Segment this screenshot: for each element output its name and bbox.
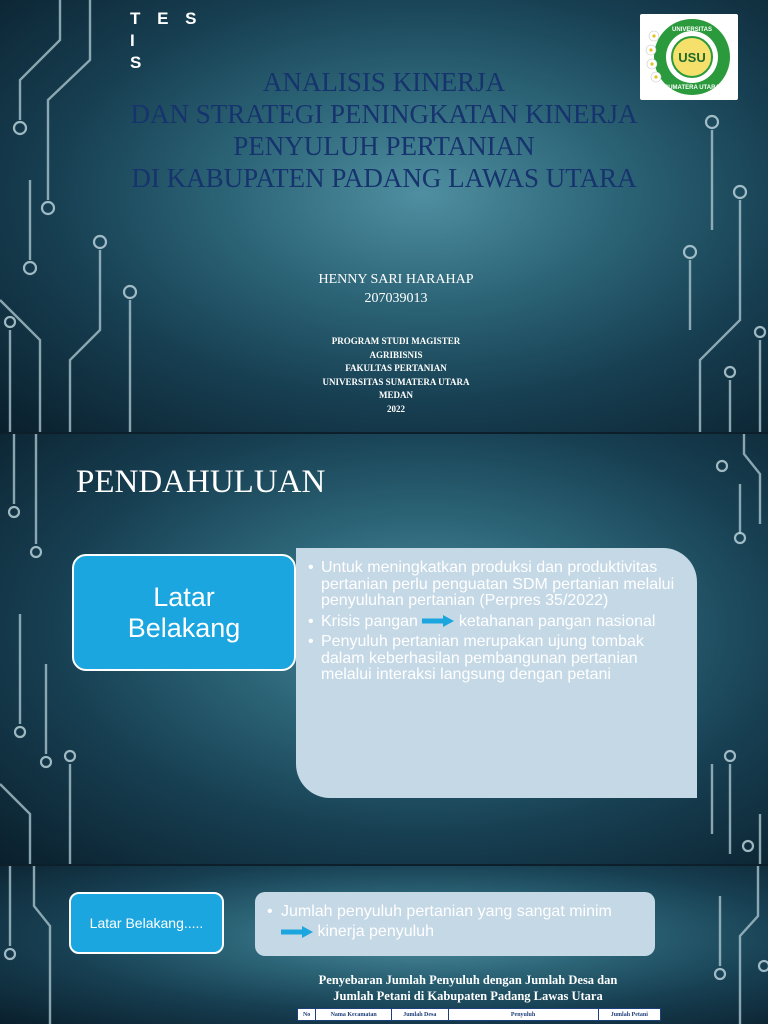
program-line: AGRIBISNIS	[369, 349, 423, 360]
background-continued-label: Latar Belakang.....	[69, 892, 224, 954]
thesis-label-line2: S	[130, 53, 148, 72]
bullet-text-after: kinerja penyuluh	[317, 923, 434, 940]
table-header-cell: No	[298, 1009, 316, 1021]
background-label-box	[72, 554, 296, 671]
table-header-cell: Jumlah Petani	[598, 1009, 660, 1021]
table-caption-line: Penyebaran Jumlah Penyuluh dengan Jumlah Desa dan	[318, 973, 618, 987]
bullet-item	[308, 614, 687, 631]
seal-text-top: UNIVERSITAS	[672, 27, 712, 33]
table-header-row	[298, 1009, 661, 1021]
program-line: FAKULTAS PERTANIAN	[345, 363, 447, 373]
thesis-title-line: DI KABUPATEN PADANG LAWAS UTARA	[131, 163, 637, 193]
thesis-title-line: PENYULUH PERTANIAN	[233, 131, 535, 161]
seal-text-bottom: SUMATERA UTARA	[664, 85, 720, 91]
thesis-label-line1: T E S I	[130, 9, 203, 50]
thesis-title-line: DAN STRATEGI PENINGKATAN KINERJA	[130, 99, 638, 129]
table-header-cell: Nama Kecamatan	[316, 1009, 392, 1021]
right-arrow-icon	[422, 615, 454, 627]
program-line: 2022	[387, 403, 405, 414]
bullet-item	[267, 902, 645, 942]
table-caption-line: Jumlah Petani di Kabupaten Padang Lawas Utara	[333, 989, 603, 1003]
thesis-title	[30, 66, 738, 194]
program-line: UNIVERSITAS SUMATERA UTARA	[322, 376, 470, 387]
slide-background-continued	[0, 866, 768, 1024]
slide-title	[0, 0, 768, 432]
program-line: MEDAN	[379, 390, 413, 400]
background-label-line: Latar	[153, 581, 215, 612]
background-continued-content	[255, 892, 655, 956]
slide-introduction	[0, 434, 768, 864]
bullet-text-before: Krisis pangan	[321, 612, 418, 630]
program-block	[296, 335, 496, 416]
program-line: PROGRAM STUDI MAGISTER	[331, 336, 461, 346]
section-heading: PENDAHULUAN	[76, 464, 326, 500]
bullet-item: • Untuk meningkatkan produksi dan produktivitas pertanian perlu penguatan SDM pertanian melalui penyuluhan pertanian (Perpres 35/2022)	[308, 560, 687, 610]
bullet-text-after: ketahanan pangan nasional	[458, 612, 656, 630]
thesis-label	[130, 8, 220, 74]
table-header-cell: Jumlah Desa	[392, 1009, 449, 1021]
table-caption	[286, 972, 650, 1004]
background-content-box	[296, 548, 697, 798]
distribution-table	[297, 1008, 661, 1021]
table-header-cell: Penyuluh	[448, 1009, 598, 1021]
bullet-list	[308, 560, 687, 684]
seal-center-text: USU	[678, 50, 706, 65]
author-name: HENNY SARI HARAHAP	[318, 272, 474, 287]
bullet-list	[267, 902, 645, 942]
bullet-item: • Penyuluh pertanian merupakan ujung tombak dalam keberhasilan pembangunan pertanian melalui interaksi langsung dengan petani	[308, 634, 687, 684]
right-arrow-icon	[281, 926, 313, 938]
author-block	[246, 270, 546, 308]
bullet-text-before: Jumlah penyuluh pertanian yang sangat minim	[281, 903, 612, 920]
thesis-title-line: ANALISIS KINERJA	[262, 67, 506, 97]
background-label-line: Belakang	[127, 612, 241, 643]
author-id: 207039013	[364, 291, 428, 306]
